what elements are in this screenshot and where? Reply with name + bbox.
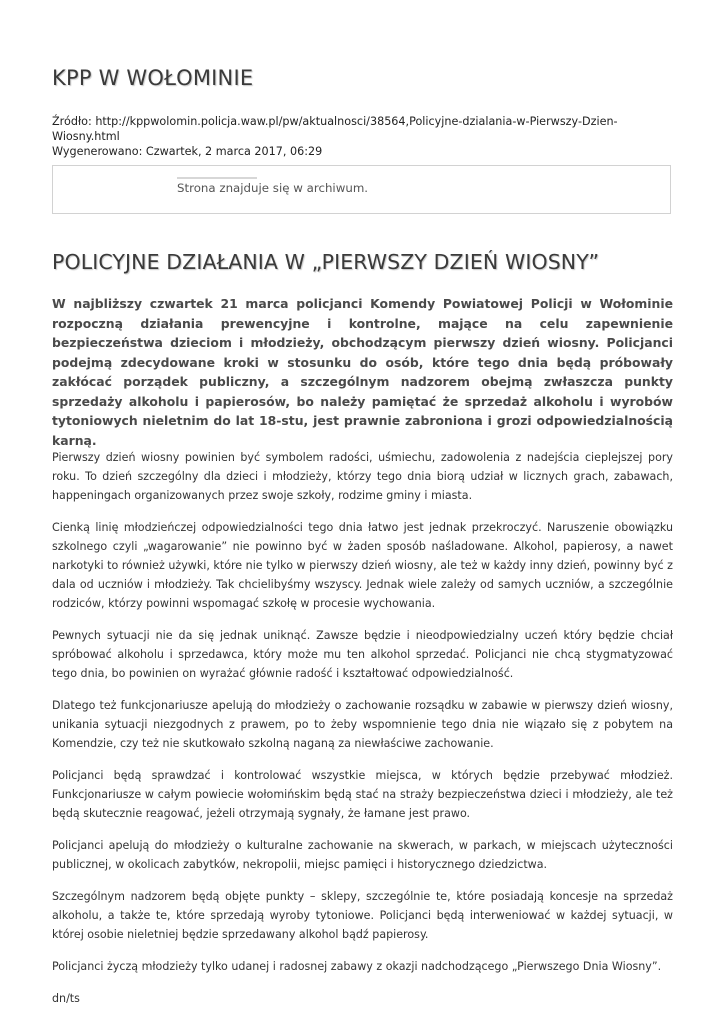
article-body bbox=[52, 448, 673, 1021]
article-paragraph: Policjanci apelują do młodzieży o kulturalne zachowanie na skwerach, w parkach, w miejscach użyteczności publicznej, w okolicach zabytków, nekropolii, miejsc pamięci i historycznego dziedzictwa. bbox=[52, 839, 673, 871]
article-paragraph: Szczególnym nadzorem będą objęte punkty – sklepy, szczególnie te, które posiadają koncesje na sprzedaż alkoholu, a także te, które sprzedają wyroby tytoniowe. Policjanci będą interweniować w każdej sytuacji, w której osobie nieletniej będzie sprzedawany alkohol bądź papierosy. bbox=[52, 890, 673, 941]
generated-line: Wygenerowano: Czwartek, 2 marca 2017, 06:29 bbox=[52, 145, 323, 158]
site-title: KPP W WOŁOMINIE bbox=[52, 66, 254, 90]
article-title: POLICYJNE DZIAŁANIA W „PIERWSZY DZIEŃ WIOSNY” bbox=[52, 250, 600, 274]
article-paragraph: Pierwszy dzień wiosny powinien być symbolem radości, uśmiechu, zadowolenia z nadejścia cieplejszej pory roku. To dzień szczególny dla dzieci i młodzieży, którzy tego dnia biorą udział w licznych grach, zabawach, happeningach organizowanych przez swoje szkoły, rodzime gminy i miasta. bbox=[52, 451, 673, 502]
article-paragraph: Policjanci będą sprawdzać i kontrolować wszystkie miejsca, w których będzie przebywać młodzież. Funkcjonariusze w całym powiecie wołomińskim będą stać na straży bezpieczeństwa dzieci i młodzieży, ale też będą skutecznie reagować, jeżeli otrzymają sygnały, że łamane jest prawo. bbox=[52, 769, 673, 820]
archive-notice: Strona znajduje się w archiwum. bbox=[177, 181, 369, 195]
archive-notice-box bbox=[52, 165, 671, 214]
article-lead: W najbliższy czwartek 21 marca policjanci Komendy Powiatowej Policji w Wołominie rozpoczną działania prewencyjne i kontrolne, mające na celu zapewnienie bezpieczeństwa dzieciom i młodzieży, obchodzącym pierwszy dzień wiosny. Policjanci podejmą zdecydowane kroki w stosunku do osób, które tego dnia będą próbowały zakłócać porządek publiczny, a szczególnym nadzorem obejmą zwłaszcza punkty sprzedaży alkoholu i papierosów, bo należy pamiętać że sprzedaż alkoholu i wyrobów tytoniowych nieletnim do lat 18-stu, jest prawnie zabroniona i grozi odpowiedzialnością karną. bbox=[52, 296, 673, 448]
article-paragraph: Policjanci życzą młodzieży tylko udanej i radosnej zabawy z okazji nadchodzącego „Pierwszego Dnia Wiosny”. bbox=[52, 960, 662, 973]
archive-divider bbox=[177, 177, 257, 179]
article-paragraph: Pewnych sytuacji nie da się jednak uniknąć. Zawsze będzie i nieodpowiedzialny uczeń który będzie chciał spróbować alkoholu i sprzedawca, który może mu ten alkohol sprzedać. Policjanci nie chcą stygmatyzować tego dnia, bo powinien on wyrażać głównie radość i kształtować odpowiedzialność. bbox=[52, 629, 673, 680]
source-line: Źródło: http://kppwolomin.policja.waw.pl/pw/aktualnosci/38564,Policyjne-dzialania-w-Pierwszy-Dzien-Wiosny.html bbox=[52, 115, 618, 143]
author-signature: dn/ts bbox=[52, 992, 80, 1005]
document-meta bbox=[52, 114, 673, 159]
article-paragraph: Cienką linię młodzieńczej odpowiedzialności tego dnia łatwo jest jednak przekroczyć. Naruszenie obowiązku szkolnego czyli „wagarowanie” nie powinno być w żaden sposób naśladowane. Alkohol, papierosy, a nawet narkotyki to również używki, które nie tylko w pierwszy dzień wiosny, ale też w każdy inny dzień, powinny być z dala od uczniów i młodzieży. Tak chcielibyśmy wszyscy. Jednak wiele zależy od samych uczniów, a szczególnie rodziców, którzy powinni wspomagać szkołę w procesie wychowania. bbox=[52, 521, 673, 610]
article-paragraph: Dlatego też funkcjonariusze apelują do młodzieży o zachowanie rozsądku w zabawie w pierwszy dzień wiosny, unikania sytuacji niezgodnych z prawem, po to żeby wspomnienie tego dnia nie wiązało się z pobytem na Komendzie, czy też nie skutkowało szkolną naganą za niewłaściwe zachowanie. bbox=[52, 699, 673, 750]
